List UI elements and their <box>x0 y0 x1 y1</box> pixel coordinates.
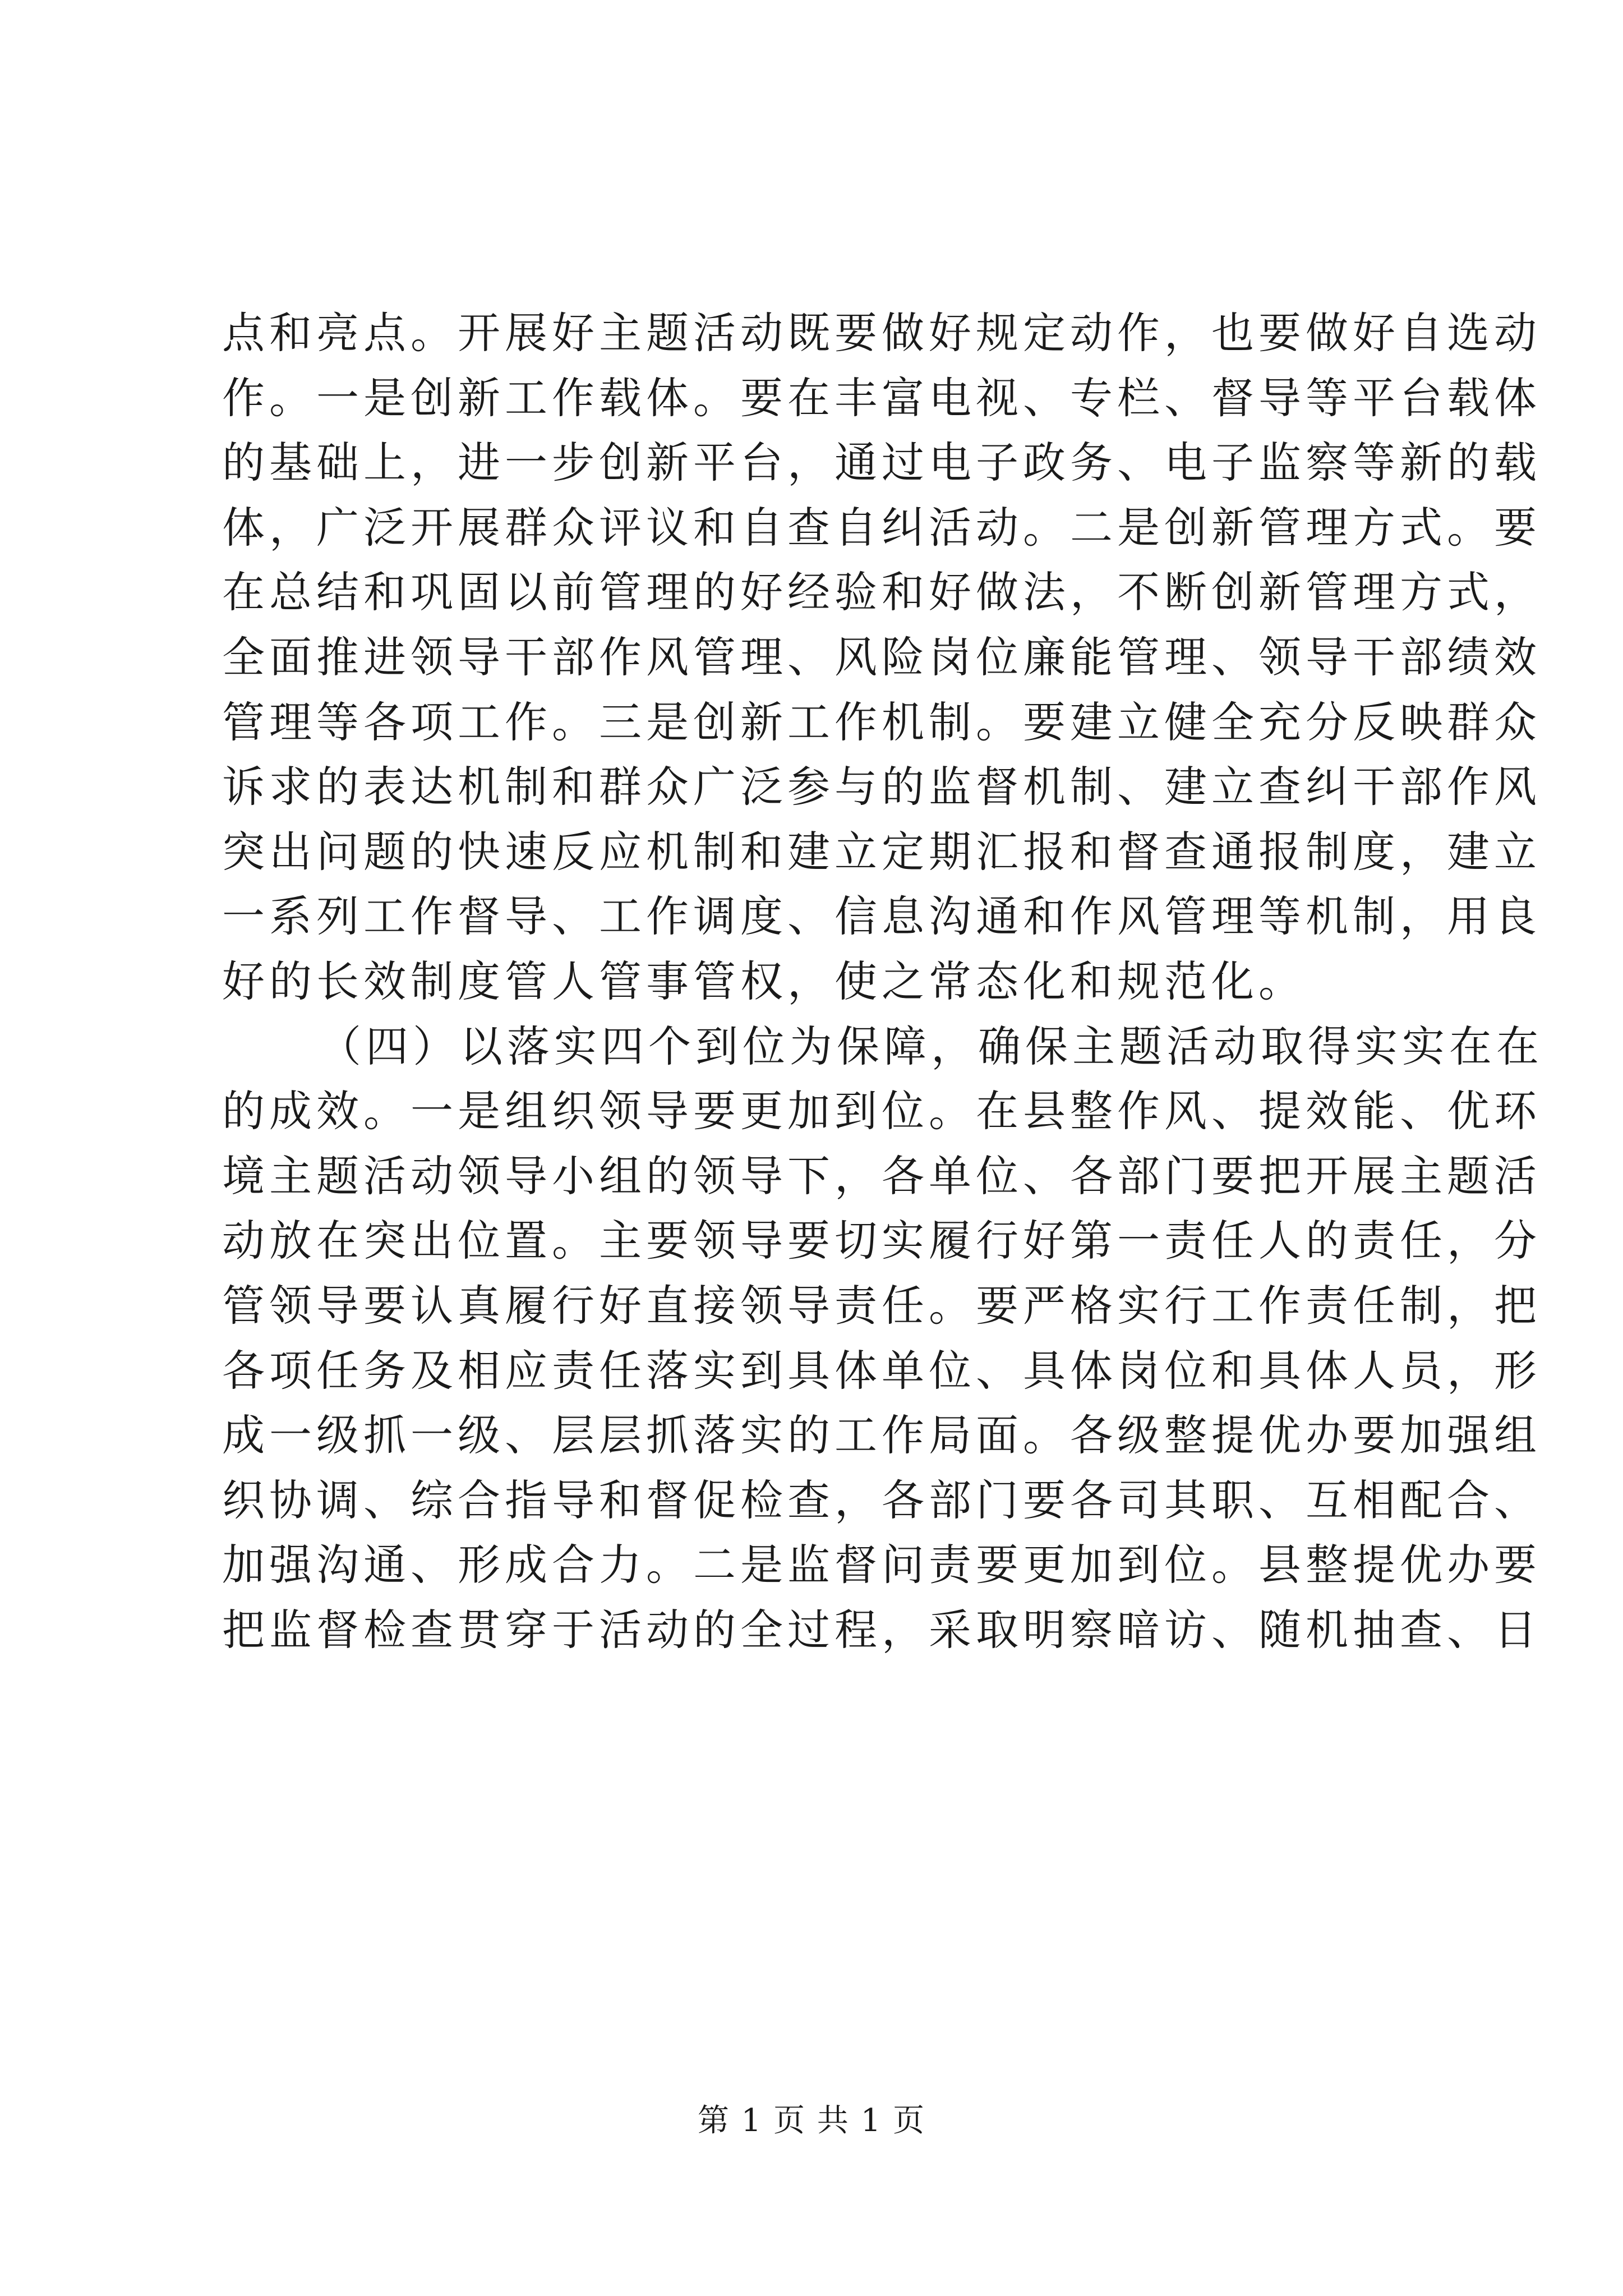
text-line: 把监督检查贯穿于活动的全过程，采取明察暗访、随机抽查、日 <box>222 1604 1541 1655</box>
text-line: 成一级抓一级、层层抓落实的工作局面。各级整提优办要加强组 <box>222 1410 1541 1461</box>
text-line: 织协调、综合指导和督促检查，各部门要各司其职、互相配合、 <box>222 1475 1541 1525</box>
text-line: 加强沟通、形成合力。二是监督问责要更加到位。县整提优办要 <box>222 1540 1541 1590</box>
text-line: 在总结和巩固以前管理的好经验和好做法，不断创新管理方式， <box>222 567 1541 618</box>
text-line: 一系列工作督导、工作调度、信息沟通和作风管理等机制，用良 <box>222 891 1541 942</box>
text-line: 体，广泛开展群众评议和自查自纠活动。二是创新管理方式。要 <box>222 502 1541 553</box>
text-line: （四）以落实四个到位为保障，确保主题活动取得实实在在 <box>319 1021 1543 1071</box>
text-line: 的成效。一是组织领导要更加到位。在县整作风、提效能、优环 <box>222 1086 1541 1137</box>
text-line: 诉求的表达机制和群众广泛参与的监督机制、建立查纠干部作风 <box>222 762 1541 812</box>
paragraph-2 <box>222 1014 1543 1663</box>
text-line: 全面推进领导干部作风管理、风险岗位廉能管理、领导干部绩效 <box>222 632 1541 682</box>
text-line: 动放在突出位置。主要领导要切实履行好第一责任人的责任，分 <box>222 1216 1541 1266</box>
text-line: 作。一是创新工作载体。要在丰富电视、专栏、督导等平台载体 <box>222 372 1541 423</box>
text-line: 的基础上，进一步创新平台，通过电子政务、电子监察等新的载 <box>222 438 1541 488</box>
text-line: 各项任务及相应责任落实到具体单位、具体岗位和具体人员，形 <box>222 1345 1541 1396</box>
text-line: 管理等各项工作。三是创新工作机制。要建立健全充分反映群众 <box>222 697 1541 747</box>
text-line: 管领导要认真履行好直接领导责任。要严格实行工作责任制，把 <box>222 1280 1541 1331</box>
text-line: 境主题活动领导小组的领导下，各单位、各部门要把开展主题活 <box>222 1151 1541 1201</box>
paragraph-1 <box>222 301 1541 1014</box>
text-line: 突出问题的快速反应机制和建立定期汇报和督查通报制度，建立 <box>222 826 1541 877</box>
text-line: 点和亮点。开展好主题活动既要做好规定动作，也要做好自选动 <box>222 308 1541 358</box>
text-line: 好的长效制度管人管事管权，使之常态化和规范化。 <box>222 956 1306 1006</box>
page-number-footer: 第 1 页 共 1 页 <box>697 2102 926 2139</box>
document-body <box>222 301 1543 1662</box>
